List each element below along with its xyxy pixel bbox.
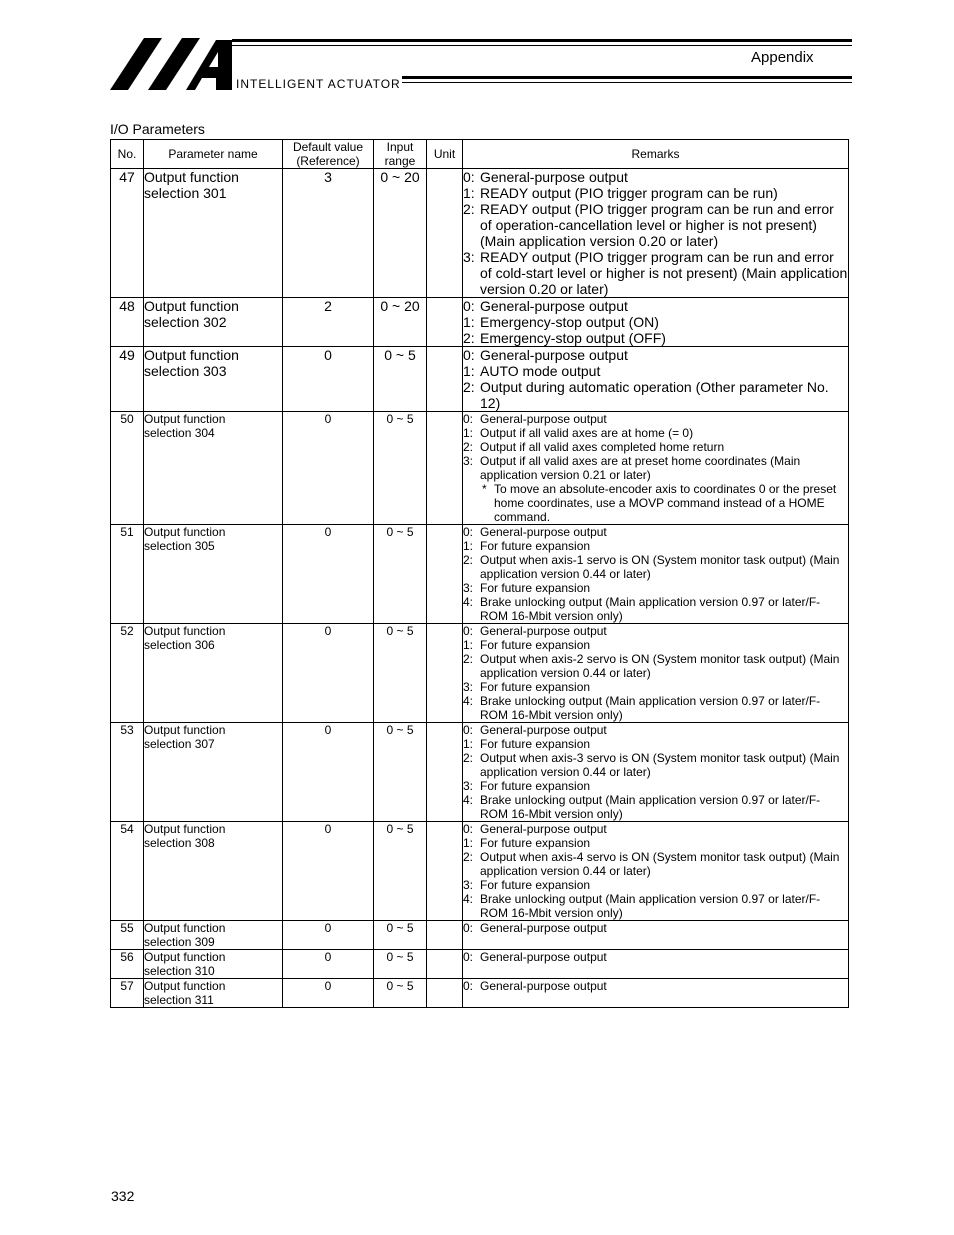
remark-item — [463, 850, 848, 878]
param-unit — [427, 979, 463, 1008]
param-unit — [427, 169, 463, 298]
remark-text: Output when axis-3 servo is ON (System monitor task output) (Main application version 0.44 or later) — [480, 751, 840, 779]
param-remarks — [463, 822, 849, 921]
table-row — [111, 347, 849, 412]
remark-text: General-purpose output — [480, 822, 607, 836]
param-name-line: selection 301 — [144, 185, 227, 201]
remark-key: 0: — [463, 723, 474, 737]
page-number: 332 — [111, 1188, 135, 1204]
remark-item — [463, 426, 848, 440]
logo-wordmark: INTELLIGENT ACTUATOR — [236, 77, 401, 91]
remark-key: 4: — [463, 892, 474, 906]
param-no: 56 — [111, 950, 144, 979]
remark-key: 0: — [463, 298, 475, 314]
remark-key: 1: — [463, 185, 475, 201]
col-header-name: Parameter name — [144, 140, 283, 169]
table-row — [111, 169, 849, 298]
remark-item — [463, 412, 848, 426]
remark-text: General-purpose output — [480, 298, 628, 314]
remark-key: 2: — [463, 201, 475, 217]
remark-text: General-purpose output — [480, 347, 628, 363]
param-unit — [427, 525, 463, 624]
param-name-line: selection 309 — [144, 935, 215, 949]
table-row — [111, 979, 849, 1008]
remark-text: For future expansion — [480, 836, 591, 850]
remark-key: 0: — [463, 525, 474, 539]
col-header-default — [283, 140, 374, 169]
remark-text: READY output (PIO trigger program can be run) — [480, 185, 778, 201]
param-name-line: selection 305 — [144, 539, 215, 553]
remark-item — [463, 737, 848, 751]
section-title: Appendix — [751, 49, 814, 66]
param-unit — [427, 822, 463, 921]
remark-key: 4: — [463, 793, 474, 807]
remark-text: Output during automatic operation (Other parameter No. 12) — [480, 379, 829, 411]
param-remarks — [463, 298, 849, 347]
col-header-range-line2: range — [384, 154, 416, 168]
remark-text: For future expansion — [480, 779, 591, 793]
param-range: 0 ~ 5 — [374, 921, 427, 950]
remark-item — [463, 440, 848, 454]
remark-key: 0: — [463, 950, 474, 964]
remark-text: For future expansion — [480, 539, 591, 553]
remark-note — [463, 482, 848, 524]
remark-text: Brake unlocking output (Main application version 0.97 or later/F-ROM 16-Mbit version only) — [480, 694, 821, 722]
param-name — [144, 412, 283, 525]
io-parameters-table — [110, 139, 849, 1008]
param-default: 0 — [283, 979, 374, 1008]
remark-item — [463, 581, 848, 595]
col-header-range-line1: Input — [386, 140, 414, 154]
param-remarks — [463, 950, 849, 979]
param-remarks — [463, 921, 849, 950]
param-no: 51 — [111, 525, 144, 624]
param-range: 0 ~ 20 — [374, 298, 427, 347]
table-row — [111, 412, 849, 525]
remark-text: Output if all valid axes are at home (= 0) — [480, 426, 694, 440]
remark-text: AUTO mode output — [480, 363, 601, 379]
header-rule-top-thin — [232, 45, 852, 46]
remark-item — [463, 249, 848, 297]
param-unit — [427, 950, 463, 979]
remark-item — [463, 779, 848, 793]
remark-item — [463, 330, 848, 346]
remark-key: 3: — [463, 581, 474, 595]
param-name — [144, 347, 283, 412]
remark-item — [463, 694, 848, 722]
param-unit — [427, 723, 463, 822]
remark-text: Output when axis-4 servo is ON (System monitor task output) (Main application version 0.44 or later) — [480, 850, 840, 878]
table-row — [111, 624, 849, 723]
remark-text: General-purpose output — [480, 412, 607, 426]
note-marker: * — [482, 482, 487, 496]
param-range: 0 ~ 5 — [374, 347, 427, 412]
param-default: 2 — [283, 298, 374, 347]
table-row — [111, 950, 849, 979]
remark-key: 2: — [463, 553, 474, 567]
remark-text: General-purpose output — [480, 723, 607, 737]
col-header-default-line2: (Reference) — [296, 154, 360, 168]
iai-logo — [110, 38, 235, 90]
remark-key: 2: — [463, 330, 475, 346]
param-name-line: selection 307 — [144, 737, 215, 751]
remark-key: 1: — [463, 737, 474, 751]
param-remarks — [463, 723, 849, 822]
table-row — [111, 921, 849, 950]
param-remarks — [463, 412, 849, 525]
param-name-line: Output function — [144, 921, 226, 935]
param-remarks — [463, 624, 849, 723]
col-header-remarks: Remarks — [463, 140, 849, 169]
remark-key: 1: — [463, 426, 474, 440]
remark-item — [463, 553, 848, 581]
remark-item — [463, 347, 848, 363]
param-name-line: Output function — [144, 412, 226, 426]
remark-text: Output if all valid axes completed home return — [480, 440, 725, 454]
col-header-no: No. — [111, 140, 144, 169]
param-name-line: Output function — [144, 822, 226, 836]
remark-item — [463, 379, 848, 411]
param-name-line: Output function — [144, 624, 226, 638]
param-name-line: selection 303 — [144, 363, 227, 379]
param-default: 0 — [283, 822, 374, 921]
param-default: 0 — [283, 412, 374, 525]
remark-key: 1: — [463, 539, 474, 553]
remark-text: Brake unlocking output (Main application version 0.97 or later/F-ROM 16-Mbit version only) — [480, 595, 821, 623]
table-header-row — [111, 140, 849, 169]
remark-item — [463, 185, 848, 201]
remark-key: 3: — [463, 878, 474, 892]
remark-item — [463, 363, 848, 379]
remark-text: For future expansion — [480, 638, 591, 652]
param-range: 0 ~ 5 — [374, 624, 427, 723]
param-name-line: Output function — [144, 298, 239, 314]
remark-text: For future expansion — [480, 680, 591, 694]
param-default: 0 — [283, 921, 374, 950]
remark-text: Output when axis-2 servo is ON (System monitor task output) (Main application version 0.44 or later) — [480, 652, 840, 680]
param-default: 0 — [283, 347, 374, 412]
remark-key: 2: — [463, 379, 475, 395]
remark-item — [463, 638, 848, 652]
param-unit — [427, 412, 463, 525]
remark-item — [463, 950, 848, 964]
remark-text: Output if all valid axes are at preset home coordinates (Main application version 0.21 or later) — [480, 454, 801, 482]
remark-key: 1: — [463, 314, 475, 330]
remark-key: 2: — [463, 850, 474, 864]
remark-item — [463, 921, 848, 935]
param-name — [144, 921, 283, 950]
remark-item — [463, 878, 848, 892]
param-range: 0 ~ 5 — [374, 950, 427, 979]
remark-key: 0: — [463, 347, 475, 363]
remark-key: 1: — [463, 638, 474, 652]
param-name — [144, 723, 283, 822]
param-name — [144, 979, 283, 1008]
remark-text: For future expansion — [480, 581, 591, 595]
param-name-line: Output function — [144, 723, 226, 737]
remark-item — [463, 595, 848, 623]
param-name-line: selection 304 — [144, 426, 215, 440]
remark-item — [463, 793, 848, 821]
remark-item — [463, 624, 848, 638]
param-name-line: Output function — [144, 347, 239, 363]
remark-item — [463, 822, 848, 836]
param-name — [144, 169, 283, 298]
table-row — [111, 723, 849, 822]
table-row — [111, 298, 849, 347]
note-text: To move an absolute-encoder axis to coordinates 0 or the preset home coordinates, use a MOVP command instead of a HOME command. — [494, 482, 837, 524]
remark-item — [463, 652, 848, 680]
param-range: 0 ~ 5 — [374, 525, 427, 624]
remark-key: 2: — [463, 751, 474, 765]
remark-text: Output when axis-1 servo is ON (System monitor task output) (Main application version 0.44 or later) — [480, 553, 840, 581]
remark-text: General-purpose output — [480, 169, 628, 185]
param-no: 54 — [111, 822, 144, 921]
remark-key: 0: — [463, 412, 474, 426]
remark-text: Brake unlocking output (Main application version 0.97 or later/F-ROM 16-Mbit version only) — [480, 793, 821, 821]
remark-text: Emergency-stop output (ON) — [480, 314, 659, 330]
remark-item — [463, 525, 848, 539]
remark-item — [463, 680, 848, 694]
remark-key: 3: — [463, 779, 474, 793]
remark-key: 1: — [463, 836, 474, 850]
remark-text: General-purpose output — [480, 950, 607, 964]
remark-item — [463, 751, 848, 779]
table-row — [111, 525, 849, 624]
param-name — [144, 822, 283, 921]
param-unit — [427, 921, 463, 950]
header-rule-bottom-thin — [402, 82, 852, 83]
param-no: 52 — [111, 624, 144, 723]
param-no: 48 — [111, 298, 144, 347]
param-name-line: selection 302 — [144, 314, 227, 330]
param-unit — [427, 298, 463, 347]
param-range: 0 ~ 5 — [374, 979, 427, 1008]
param-name — [144, 624, 283, 723]
remark-text: For future expansion — [480, 878, 591, 892]
param-no: 49 — [111, 347, 144, 412]
param-unit — [427, 347, 463, 412]
param-remarks — [463, 169, 849, 298]
header-rule-bottom — [402, 76, 852, 79]
param-range: 0 ~ 5 — [374, 412, 427, 525]
param-name-line: selection 308 — [144, 836, 215, 850]
remark-key: 3: — [463, 454, 474, 468]
remark-key: 0: — [463, 624, 474, 638]
remark-item — [463, 836, 848, 850]
remark-text: General-purpose output — [480, 525, 607, 539]
param-name — [144, 298, 283, 347]
remark-item — [463, 979, 848, 993]
col-header-range — [374, 140, 427, 169]
remark-item — [463, 169, 848, 185]
remark-text: READY output (PIO trigger program can be run and error of operation-cancellation level or higher is not present) (Main application version 0.20 or later) — [480, 201, 834, 249]
remark-text: Brake unlocking output (Main application version 0.97 or later/F-ROM 16-Mbit version only) — [480, 892, 821, 920]
param-default: 0 — [283, 525, 374, 624]
remark-key: 4: — [463, 595, 474, 609]
remark-key: 2: — [463, 440, 474, 454]
remark-key: 1: — [463, 363, 475, 379]
param-remarks — [463, 347, 849, 412]
param-no: 53 — [111, 723, 144, 822]
param-name-line: Output function — [144, 950, 226, 964]
remark-item — [463, 539, 848, 553]
param-unit — [427, 624, 463, 723]
param-default: 0 — [283, 624, 374, 723]
remark-text: General-purpose output — [480, 921, 607, 935]
remark-text: General-purpose output — [480, 624, 607, 638]
remark-key: 2: — [463, 652, 474, 666]
remark-key: 0: — [463, 822, 474, 836]
param-no: 47 — [111, 169, 144, 298]
table-row — [111, 822, 849, 921]
param-name-line: Output function — [144, 525, 226, 539]
remark-item — [463, 201, 848, 249]
remark-item — [463, 892, 848, 920]
param-no: 57 — [111, 979, 144, 1008]
remark-key: 3: — [463, 680, 474, 694]
param-no: 55 — [111, 921, 144, 950]
remark-item — [463, 723, 848, 737]
param-range: 0 ~ 20 — [374, 169, 427, 298]
param-remarks — [463, 979, 849, 1008]
param-range: 0 ~ 5 — [374, 723, 427, 822]
remark-key: 0: — [463, 979, 474, 993]
param-default: 3 — [283, 169, 374, 298]
remark-key: 3: — [463, 249, 475, 265]
remark-text: READY output (PIO trigger program can be run and error of cold-start level or higher is not present) (Main application version 0.20 or later) — [480, 249, 848, 297]
param-default: 0 — [283, 950, 374, 979]
remark-key: 0: — [463, 169, 475, 185]
remark-text: General-purpose output — [480, 979, 607, 993]
param-no: 50 — [111, 412, 144, 525]
param-name-line: selection 311 — [144, 993, 214, 1007]
remark-text: Emergency-stop output (OFF) — [480, 330, 666, 346]
param-name-line: Output function — [144, 169, 239, 185]
param-name-line: selection 310 — [144, 964, 215, 978]
col-header-unit: Unit — [427, 140, 463, 169]
param-name — [144, 525, 283, 624]
remark-key: 4: — [463, 694, 474, 708]
param-range: 0 ~ 5 — [374, 822, 427, 921]
col-header-default-line1: Default value — [292, 140, 364, 154]
remark-item — [463, 298, 848, 314]
param-name-line: selection 306 — [144, 638, 215, 652]
param-remarks — [463, 525, 849, 624]
remark-text: For future expansion — [480, 737, 591, 751]
header-rule-top — [232, 39, 852, 42]
table-title: I/O Parameters — [110, 121, 205, 137]
param-name — [144, 950, 283, 979]
remark-item — [463, 454, 848, 482]
param-name-line: Output function — [144, 979, 226, 993]
remark-item — [463, 314, 848, 330]
remark-key: 0: — [463, 921, 474, 935]
param-default: 0 — [283, 723, 374, 822]
